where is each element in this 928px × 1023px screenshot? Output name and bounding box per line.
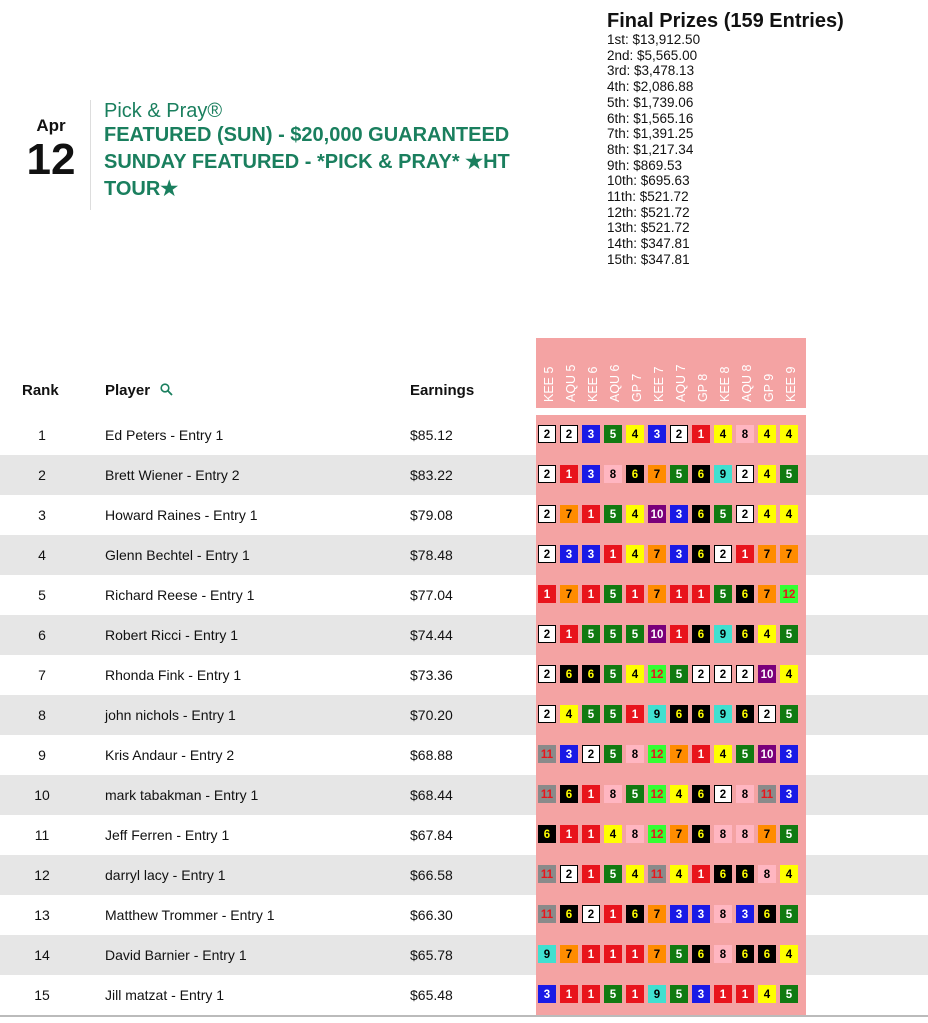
rank-cell: 11: [34, 827, 50, 843]
pick-badge: 5: [736, 745, 754, 763]
pick-badge: 8: [626, 745, 644, 763]
race-column-header: [758, 336, 780, 402]
pick-badge: 11: [538, 905, 556, 923]
pick-badge: 6: [736, 585, 754, 603]
pick-badge: 1: [626, 705, 644, 723]
pick-badge: 2: [538, 545, 556, 563]
pick-badge: 6: [736, 625, 754, 643]
pick-badge: 8: [626, 825, 644, 843]
pick-badge: 1: [604, 545, 622, 563]
pick-badge: 3: [670, 545, 688, 563]
earnings-header[interactable]: Earnings: [410, 382, 475, 399]
contest-title: [104, 100, 574, 203]
pick-badge: 6: [582, 665, 600, 683]
race-column-header: [670, 336, 692, 402]
pick-badge: 12: [648, 785, 666, 803]
earnings-cell: $73.36: [410, 667, 453, 683]
earnings-cell: $68.44: [410, 787, 453, 803]
contest-brand: Pick & Pray®: [104, 100, 223, 122]
player-name[interactable]: darryl lacy - Entry 1: [105, 867, 226, 883]
pick-badge: 5: [780, 905, 798, 923]
table-row[interactable]: [0, 535, 928, 575]
pick-badge: 5: [604, 665, 622, 683]
player-name[interactable]: Ed Peters - Entry 1: [105, 427, 224, 443]
final-prizes: [607, 10, 844, 268]
prize-line: 6th: $1,565.16: [607, 110, 694, 126]
pick-badge: 1: [626, 585, 644, 603]
table-row[interactable]: [0, 735, 928, 775]
rank-header[interactable]: Rank: [22, 382, 59, 399]
pick-badge: 6: [560, 785, 578, 803]
race-label: AQU 8: [740, 364, 754, 402]
player-name[interactable]: john nichols - Entry 1: [105, 707, 236, 723]
pick-badge: 5: [670, 465, 688, 483]
pick-badge: 1: [582, 585, 600, 603]
pick-badge: 5: [604, 745, 622, 763]
pick-badge: 6: [758, 945, 776, 963]
pick-badge: 2: [582, 745, 600, 763]
pick-badge: 4: [758, 625, 776, 643]
pick-badge: 10: [758, 745, 776, 763]
pick-badge: 8: [604, 785, 622, 803]
pick-badge: 5: [604, 505, 622, 523]
table-row[interactable]: [0, 615, 928, 655]
pick-badge: 6: [758, 905, 776, 923]
pick-badge: 6: [692, 545, 710, 563]
pick-badge: 2: [736, 665, 754, 683]
pick-badge: 11: [758, 785, 776, 803]
pick-badge: 1: [560, 625, 578, 643]
pick-badge: 2: [714, 785, 732, 803]
player-name[interactable]: Rhonda Fink - Entry 1: [105, 667, 242, 683]
pick-badge: 3: [560, 545, 578, 563]
prize-line: 8th: $1,217.34: [607, 141, 694, 157]
pick-badge: 4: [670, 785, 688, 803]
table-row[interactable]: [0, 455, 928, 495]
pick-badge: 1: [582, 945, 600, 963]
player-name[interactable]: Kris Andaur - Entry 2: [105, 747, 235, 763]
pick-badge: 4: [780, 945, 798, 963]
pick-badge: 7: [780, 545, 798, 563]
contest-name-line3: TOUR★: [104, 178, 179, 200]
pick-badge: 7: [560, 945, 578, 963]
pick-badge: 4: [780, 665, 798, 683]
player-name[interactable]: David Barnier - Entry 1: [105, 947, 247, 963]
earnings-cell: $79.08: [410, 507, 453, 523]
pick-badge: 1: [538, 585, 556, 603]
pick-badge: 5: [604, 585, 622, 603]
pick-badge: 4: [670, 865, 688, 883]
rank-cell: 4: [38, 547, 46, 563]
race-header: [536, 338, 806, 408]
pick-badge: 4: [560, 705, 578, 723]
pick-badge: 3: [670, 505, 688, 523]
pick-badge: 5: [604, 985, 622, 1003]
pick-badge: 1: [582, 865, 600, 883]
pick-badge: 6: [692, 505, 710, 523]
pick-badge: 4: [626, 505, 644, 523]
table-row[interactable]: [0, 575, 928, 615]
pick-badge: 4: [626, 425, 644, 443]
rank-cell: 12: [34, 867, 50, 883]
rank-cell: 5: [38, 587, 46, 603]
player-name[interactable]: Brett Wiener - Entry 2: [105, 467, 240, 483]
earnings-cell: $65.78: [410, 947, 453, 963]
pick-badge: 10: [758, 665, 776, 683]
player-name[interactable]: Glenn Bechtel - Entry 1: [105, 547, 250, 563]
player-name[interactable]: Jeff Ferren - Entry 1: [105, 827, 230, 843]
race-column-header: [604, 336, 626, 402]
pick-badge: 5: [780, 465, 798, 483]
pick-badge: 2: [692, 665, 710, 683]
player-name[interactable]: mark tabakman - Entry 1: [105, 787, 259, 803]
pick-badge: 3: [582, 425, 600, 443]
race-label: KEE 6: [586, 366, 600, 402]
pick-badge: 1: [560, 825, 578, 843]
rank-cell: 15: [34, 987, 50, 1003]
pick-badge: 5: [780, 625, 798, 643]
pick-badge: 1: [626, 945, 644, 963]
prizes-list: [607, 32, 844, 268]
pick-badge: 7: [670, 745, 688, 763]
prize-line: 13th: $521.72: [607, 220, 690, 236]
earnings-cell: $74.44: [410, 627, 453, 643]
table-row[interactable]: [0, 975, 928, 1017]
table-row[interactable]: [0, 855, 928, 895]
pick-badge: 2: [538, 465, 556, 483]
pick-badge: 9: [714, 465, 732, 483]
earnings-cell: $65.48: [410, 987, 453, 1003]
pick-badge: 1: [604, 905, 622, 923]
pick-badge: 2: [714, 545, 732, 563]
pick-badge: 4: [758, 425, 776, 443]
pick-badge: 1: [736, 545, 754, 563]
pick-badge: 5: [780, 705, 798, 723]
pick-badge: 2: [714, 665, 732, 683]
contest-name-line1: FEATURED (SUN) - $20,000 GUARANTEED: [104, 124, 510, 146]
pick-badge: 5: [582, 705, 600, 723]
prize-line: 15th: $347.81: [607, 251, 690, 267]
earnings-cell: $78.48: [410, 547, 453, 563]
pick-badge: 8: [736, 825, 754, 843]
table-row[interactable]: [0, 815, 928, 855]
rank-cell: 3: [38, 507, 46, 523]
pick-badge: 6: [692, 825, 710, 843]
pick-badge: 11: [538, 785, 556, 803]
player-name[interactable]: Howard Raines - Entry 1: [105, 507, 258, 523]
pick-badge: 8: [736, 785, 754, 803]
player-name[interactable]: Richard Reese - Entry 1: [105, 587, 255, 603]
pick-badge: 2: [560, 425, 578, 443]
race-column-header: [560, 336, 582, 402]
pick-badge: 10: [648, 625, 666, 643]
prize-line: 10th: $695.63: [607, 173, 690, 189]
pick-badge: 1: [582, 505, 600, 523]
race-label: GP 7: [630, 373, 644, 402]
pick-badge: 9: [648, 985, 666, 1003]
pick-badge: 1: [714, 985, 732, 1003]
pick-badge: 8: [714, 905, 732, 923]
pick-badge: 1: [582, 785, 600, 803]
contest-day: 12: [26, 135, 76, 184]
pick-badge: 3: [670, 905, 688, 923]
pick-badge: 4: [714, 745, 732, 763]
prize-line: 2nd: $5,565.00: [607, 47, 698, 63]
pick-badge: 3: [582, 465, 600, 483]
pick-badge: 7: [648, 905, 666, 923]
pick-badge: 6: [538, 825, 556, 843]
pick-badge: 1: [560, 985, 578, 1003]
pick-badge: 2: [758, 705, 776, 723]
race-label: KEE 9: [784, 366, 798, 402]
race-label: AQU 7: [674, 364, 688, 402]
earnings-cell: $67.84: [410, 827, 453, 843]
race-label: KEE 8: [718, 366, 732, 402]
player-name[interactable]: Robert Ricci - Entry 1: [105, 627, 239, 643]
pick-badge: 4: [758, 985, 776, 1003]
pick-badge: 12: [780, 585, 798, 603]
pick-badge: 9: [714, 625, 732, 643]
earnings-cell: $85.12: [410, 427, 453, 443]
rank-cell: 1: [38, 427, 46, 443]
prize-line: 5th: $1,739.06: [607, 94, 694, 110]
pick-badge: 2: [538, 625, 556, 643]
pick-badge: 4: [714, 425, 732, 443]
pick-badge: 5: [780, 825, 798, 843]
pick-badge: 5: [714, 585, 732, 603]
earnings-cell: $77.04: [410, 587, 453, 603]
pick-badge: 1: [582, 825, 600, 843]
search-icon[interactable]: [160, 383, 173, 400]
header-divider: [90, 100, 91, 210]
pick-badge: 5: [604, 625, 622, 643]
pick-badge: 6: [626, 465, 644, 483]
pick-badge: 6: [692, 625, 710, 643]
table-row[interactable]: [0, 695, 928, 735]
player-header-label: Player: [105, 382, 151, 399]
pick-badge: 1: [670, 625, 688, 643]
pick-badge: 8: [714, 945, 732, 963]
pick-badge: 1: [692, 425, 710, 443]
player-name[interactable]: Matthew Trommer - Entry 1: [105, 907, 275, 923]
pick-badge: 7: [560, 585, 578, 603]
pick-badge: 6: [736, 945, 754, 963]
table-row[interactable]: [0, 895, 928, 935]
pick-badge: 5: [604, 865, 622, 883]
pick-badge: 1: [692, 745, 710, 763]
race-label: AQU 5: [564, 364, 578, 402]
pick-badge: 6: [670, 705, 688, 723]
pick-badge: 6: [626, 905, 644, 923]
pick-badge: 7: [758, 585, 776, 603]
pick-badge: 4: [780, 865, 798, 883]
pick-badge: 8: [758, 865, 776, 883]
pick-badge: 1: [560, 465, 578, 483]
prize-line: 7th: $1,391.25: [607, 126, 694, 142]
table-row[interactable]: [0, 415, 928, 455]
table-row[interactable]: [0, 935, 928, 975]
pick-badge: 7: [758, 825, 776, 843]
race-label: GP 8: [696, 373, 710, 402]
pick-badge: 3: [780, 745, 798, 763]
pick-badge: 10: [648, 505, 666, 523]
pick-badge: 5: [582, 625, 600, 643]
pick-badge: 5: [626, 785, 644, 803]
pick-badge: 6: [692, 785, 710, 803]
pick-badge: 1: [692, 865, 710, 883]
earnings-cell: $68.88: [410, 747, 453, 763]
pick-badge: 2: [538, 425, 556, 443]
earnings-cell: $83.22: [410, 467, 453, 483]
pick-badge: 1: [736, 985, 754, 1003]
pick-badge: 2: [736, 505, 754, 523]
race-column-header: [538, 336, 560, 402]
pick-badge: 4: [626, 665, 644, 683]
pick-badge: 4: [758, 505, 776, 523]
earnings-cell: $66.30: [410, 907, 453, 923]
pick-badge: 2: [560, 865, 578, 883]
pick-badge: 5: [780, 985, 798, 1003]
pick-badge: 3: [560, 745, 578, 763]
race-column-header: [582, 336, 604, 402]
pick-badge: 6: [692, 705, 710, 723]
race-label: KEE 7: [652, 366, 666, 402]
pick-badge: 4: [780, 425, 798, 443]
pick-badge: 7: [648, 465, 666, 483]
pick-badge: 3: [582, 545, 600, 563]
pick-badge: 5: [604, 425, 622, 443]
pick-badge: 6: [692, 945, 710, 963]
rank-cell: 7: [38, 667, 46, 683]
pick-badge: 4: [604, 825, 622, 843]
race-column-header: [714, 336, 736, 402]
pick-badge: 12: [648, 665, 666, 683]
race-column-header: [648, 336, 670, 402]
race-label: KEE 5: [542, 366, 556, 402]
player-name[interactable]: Jill matzat - Entry 1: [105, 987, 225, 1003]
pick-badge: 4: [780, 505, 798, 523]
pick-badge: 1: [692, 585, 710, 603]
pick-badge: 6: [560, 905, 578, 923]
rank-cell: 8: [38, 707, 46, 723]
prize-line: 1st: $13,912.50: [607, 32, 701, 47]
prize-line: 3rd: $3,478.13: [607, 63, 695, 79]
pick-badge: 3: [692, 905, 710, 923]
race-column-header: [626, 336, 648, 402]
pick-badge: 6: [736, 705, 754, 723]
pick-badge: 8: [714, 825, 732, 843]
prize-line: 11th: $521.72: [607, 189, 689, 205]
pick-badge: 1: [582, 985, 600, 1003]
race-column-header: [692, 336, 714, 402]
earnings-cell: $66.58: [410, 867, 453, 883]
pick-badge: 3: [538, 985, 556, 1003]
pick-badge: 2: [538, 705, 556, 723]
pick-badge: 12: [648, 745, 666, 763]
pick-badge: 1: [626, 985, 644, 1003]
rank-cell: 6: [38, 627, 46, 643]
pick-badge: 6: [714, 865, 732, 883]
pick-badge: 11: [538, 745, 556, 763]
pick-badge: 5: [604, 705, 622, 723]
table-row[interactable]: [0, 655, 928, 695]
pick-badge: 7: [648, 585, 666, 603]
table-row[interactable]: [0, 775, 928, 815]
rank-cell: 9: [38, 747, 46, 763]
contest-month: Apr: [36, 116, 66, 135]
pick-badge: 3: [736, 905, 754, 923]
pick-badge: 6: [560, 665, 578, 683]
pick-badge: 11: [538, 865, 556, 883]
pick-badge: 4: [626, 865, 644, 883]
pick-badge: 4: [626, 545, 644, 563]
pick-badge: 8: [736, 425, 754, 443]
pick-badge: 7: [670, 825, 688, 843]
rank-cell: 10: [34, 787, 50, 803]
pick-badge: 3: [692, 985, 710, 1003]
pick-badge: 7: [648, 545, 666, 563]
pick-badge: 9: [648, 705, 666, 723]
pick-badge: 3: [780, 785, 798, 803]
pick-badge: 2: [538, 665, 556, 683]
pick-badge: 5: [670, 945, 688, 963]
prize-line: 14th: $347.81: [607, 236, 690, 252]
pick-badge: 7: [560, 505, 578, 523]
pick-badge: 12: [648, 825, 666, 843]
pick-badge: 7: [758, 545, 776, 563]
earnings-cell: $70.20: [410, 707, 453, 723]
player-header[interactable]: [105, 382, 173, 400]
pick-badge: 2: [538, 505, 556, 523]
pick-badge: 2: [736, 465, 754, 483]
pick-badge: 11: [648, 865, 666, 883]
rank-cell: 13: [34, 907, 50, 923]
pick-badge: 7: [648, 945, 666, 963]
race-label: AQU 6: [608, 364, 622, 402]
pick-badge: 6: [736, 865, 754, 883]
pick-badge: 2: [582, 905, 600, 923]
rank-cell: 14: [34, 947, 50, 963]
pick-badge: 8: [604, 465, 622, 483]
contest-name-line2: SUNDAY FEATURED - *PICK & PRAY* ★HT: [104, 151, 510, 173]
race-column-header: [780, 336, 802, 402]
pick-badge: 3: [648, 425, 666, 443]
pick-badge: 1: [670, 585, 688, 603]
pick-badge: 5: [626, 625, 644, 643]
pick-badge: 5: [670, 985, 688, 1003]
pick-badge: 9: [538, 945, 556, 963]
race-label: GP 9: [762, 373, 776, 402]
pick-badge: 6: [692, 465, 710, 483]
prize-line: 9th: $869.53: [607, 157, 683, 173]
pick-badge: 2: [670, 425, 688, 443]
pick-badge: 1: [604, 945, 622, 963]
prize-line: 4th: $2,086.88: [607, 79, 694, 95]
pick-badge: 4: [758, 465, 776, 483]
contest-date: [24, 116, 78, 182]
race-column-header: [736, 336, 758, 402]
pick-badge: 5: [714, 505, 732, 523]
pick-badge: 5: [670, 665, 688, 683]
prizes-heading: Final Prizes (159 Entries): [607, 10, 844, 32]
prize-line: 12th: $521.72: [607, 204, 690, 220]
pick-badge: 9: [714, 705, 732, 723]
rank-cell: 2: [38, 467, 46, 483]
table-row[interactable]: [0, 495, 928, 535]
